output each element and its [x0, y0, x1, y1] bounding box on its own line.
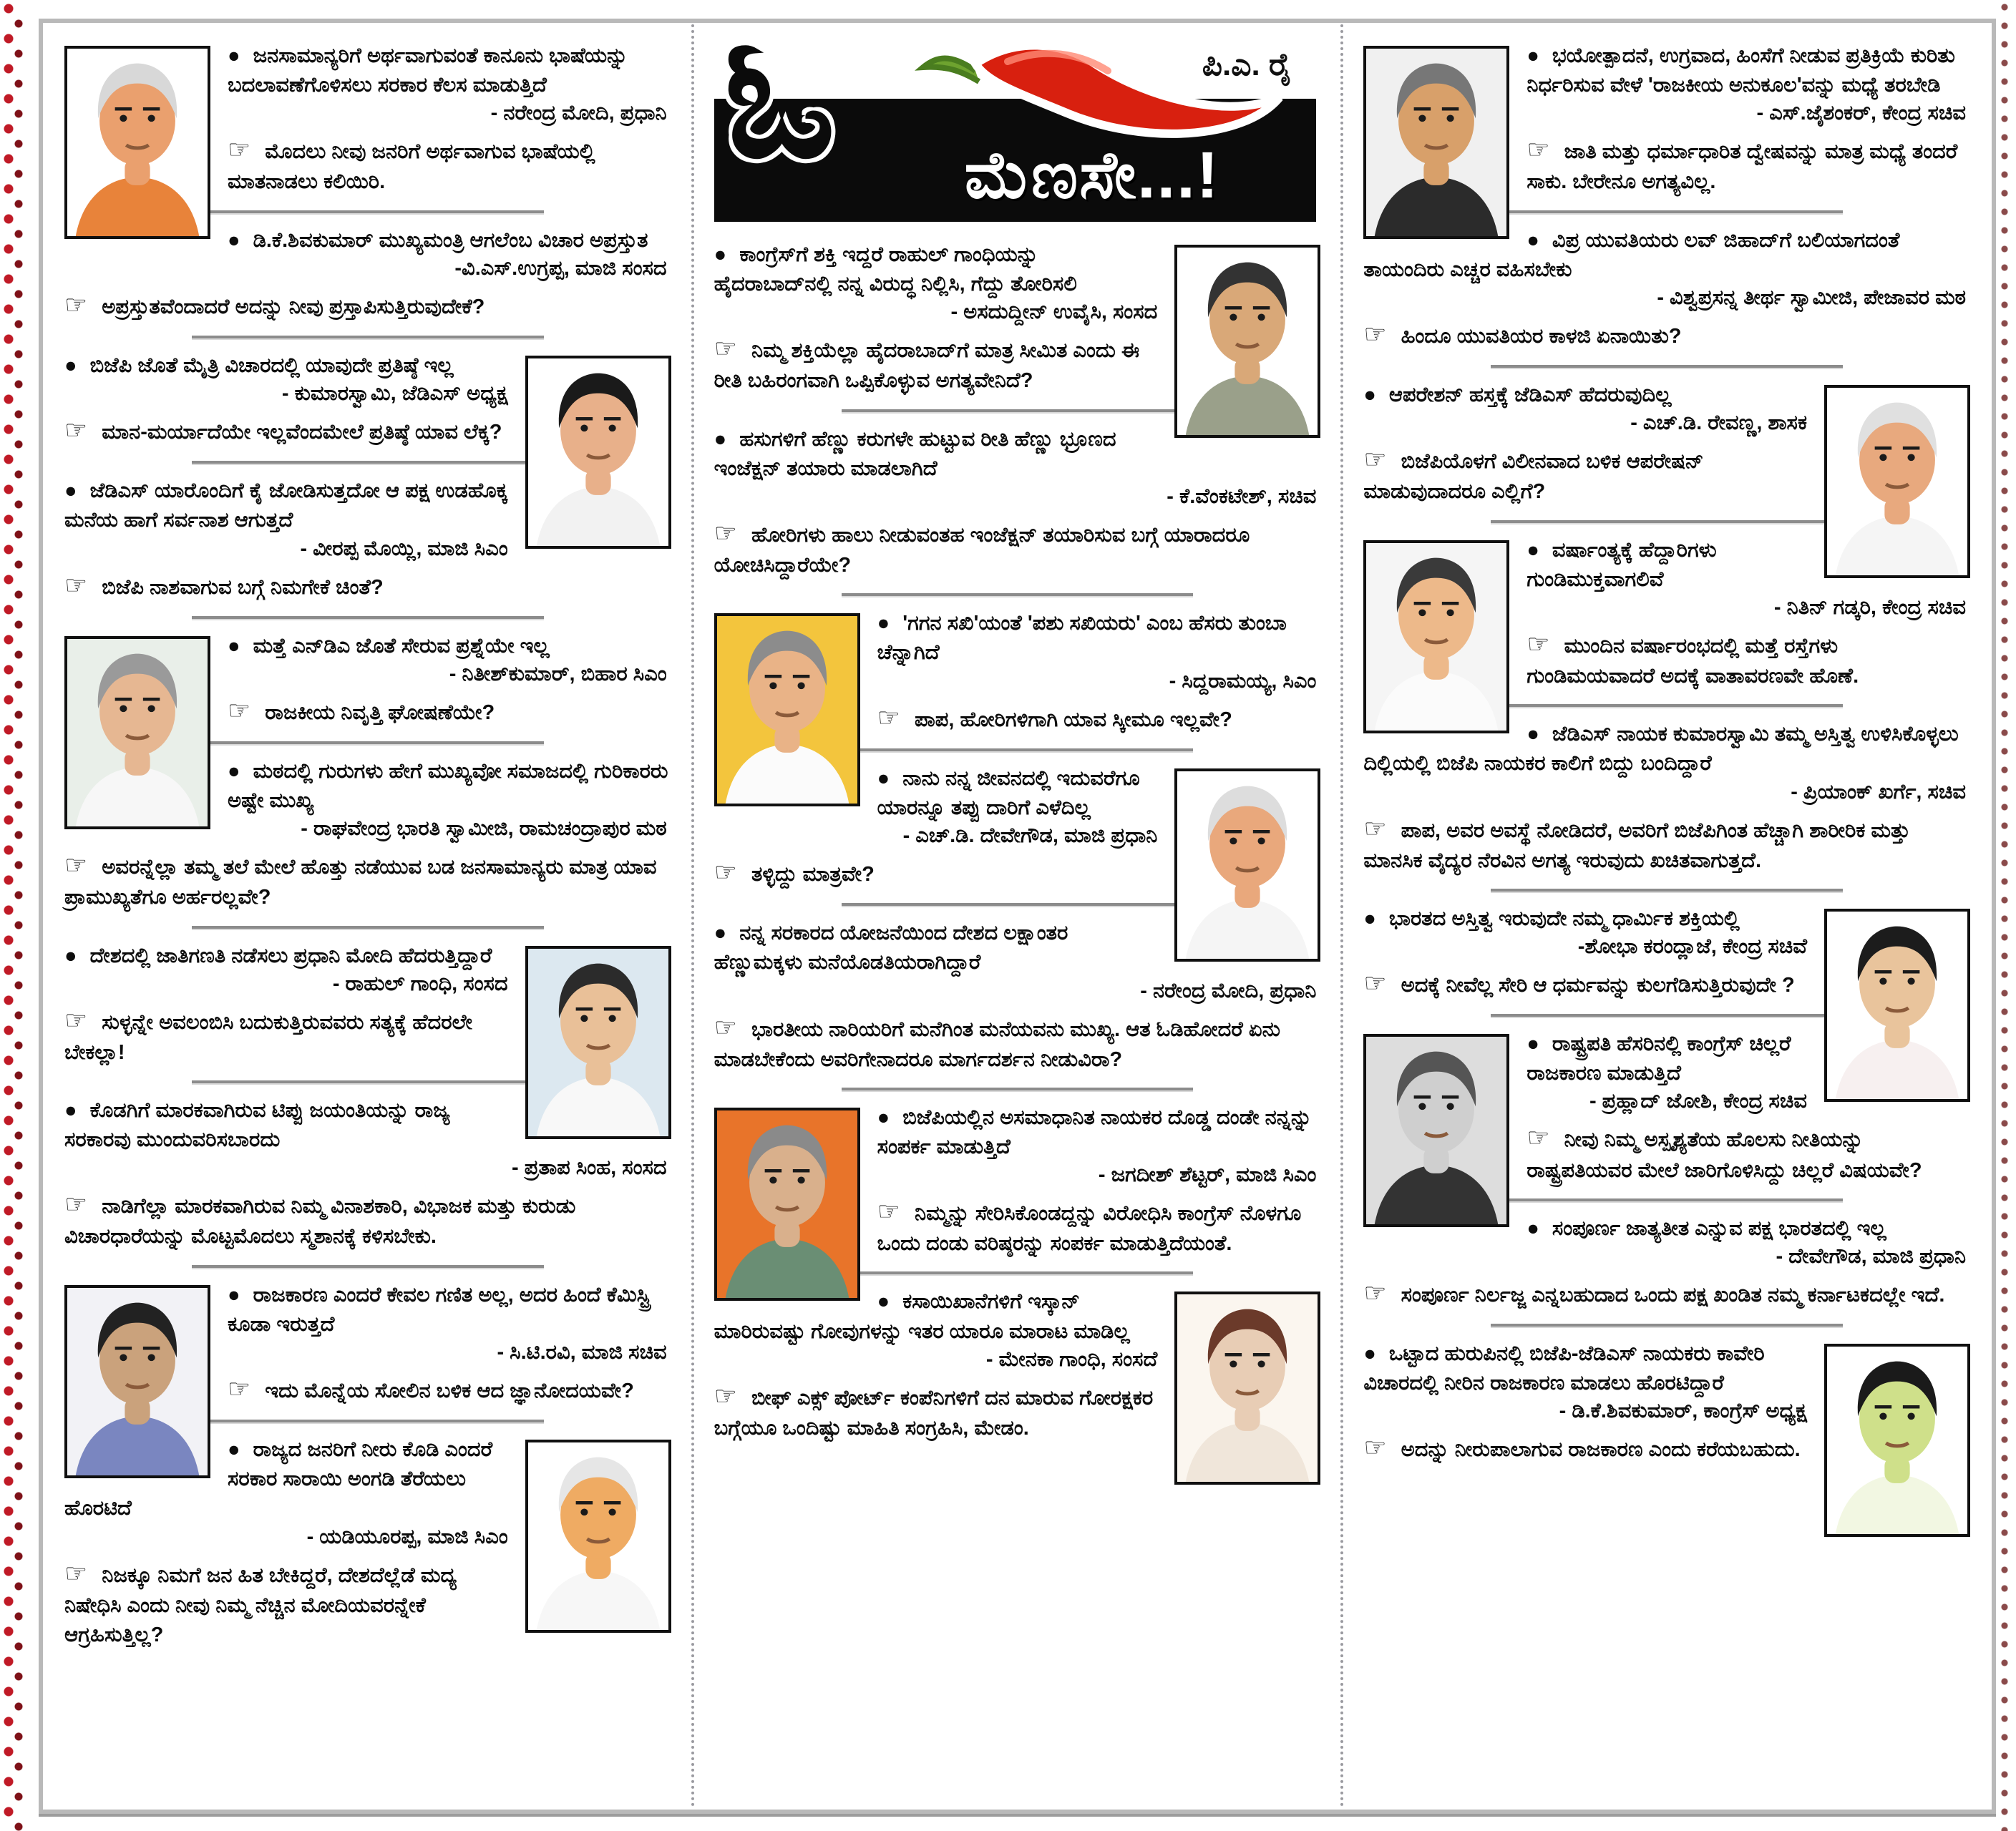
quote-attribution: - ಸಿದ್ದರಾಮಯ್ಯ, ಸಿಎಂ	[1169, 669, 1317, 693]
quote-attribution: - ನಿತೀಶ್‌ಕುಮಾರ್, ಬಿಹಾರ ಸಿಎಂ	[449, 662, 667, 685]
pointing-hand-icon: ☞	[1363, 1432, 1394, 1463]
bullet-icon: ●	[64, 1099, 83, 1122]
caricature-face-icon	[67, 1288, 208, 1475]
quote-item	[1363, 720, 1970, 876]
quote-text: ● ಜನಸಾಮಾನ್ಯರಿಗೆ ಅರ್ಥವಾಗುವಂತೆ ಕಾನೂನು ಭಾಷೆಯನ್ನು ಬದಲಾವಣೆಗೊಳಿಸಲು ಸರಕಾರ ಕೆಲಸ ಮಾಡುತ್ತಿದೆ	[228, 44, 628, 97]
item-separator	[1491, 889, 1843, 892]
portrait-shobha-karandlaje	[1824, 909, 1970, 1102]
quote-text: ● ಕಸಾಯಿಖಾನೆಗಳಿಗೆ ಇಸ್ಕಾನ್ ಮಾರಿರುವಷ್ಟು ಗೋವುಗಳನ್ನು ಇತರ ಯಾರೂ ಮಾರಾಟ ಮಾಡಿಲ್ಲ	[714, 1290, 1130, 1343]
quote-item	[1363, 1214, 1970, 1311]
pointing-hand-icon: ☞	[714, 517, 744, 547]
quote-attribution: - ನರೇಂದ್ರ ಮೋದಿ, ಪ್ರಧಾನಿ	[1140, 979, 1317, 1002]
quote-attribution: - ದೇವೇಗೌಡ, ಮಾಜಿ ಪ್ರಧಾನಿ	[1776, 1244, 1967, 1268]
bullet-icon: ●	[228, 634, 246, 658]
quote-text: ● ರಾಜ್ಯದ ಜನರಿಗೆ ನೀರು ಕೊಡಿ ಎಂದರೆ ಸರಕಾರ ಸಾರಾಯಿ ಅಂಗಡಿ ತೆರೆಯಲು ಹೊರಟಿದೆ	[64, 1438, 493, 1520]
bullet-icon: ●	[1363, 907, 1382, 930]
pointing-hand-icon: ☞	[64, 415, 95, 445]
quote-item	[714, 1103, 1321, 1259]
pointing-hand-icon: ☞	[64, 850, 95, 880]
caricature-face-icon	[1827, 912, 1967, 1099]
caricature-face-icon	[1366, 1037, 1506, 1224]
quote-item	[714, 240, 1321, 396]
item-separator	[1491, 210, 1843, 213]
item-separator	[842, 409, 1194, 412]
quote-text: ● ವಿಪ್ರ ಯುವತಿಯರು ಲವ್ ಜಿಹಾದ್‌ಗೆ ಬಲಿಯಾಗದಂತೆ ತಾಯಂದಿರು ಎಚ್ಚರ ವಹಿಸಬೇಕು	[1363, 228, 1900, 281]
response-text: ☞ ಅಪ್ರಸ್ತುತವೆಂದಾದರೆ ಅದನ್ನು ನೀವು ಪ್ರಸ್ತಾಪಿಸುತ್ತಿರುವುದೇಕೆ?	[64, 289, 485, 319]
item-separator	[842, 748, 1194, 751]
quote-text: ● ರಾಷ್ಟ್ರಪತಿ ಹೆಸರಿನಲ್ಲಿ ಕಾಂಗ್ರೆಸ್ ಚಿಲ್ಲರೆ ರಾಜಕಾರಣ ಮಾಡುತ್ತಿದೆ	[1526, 1032, 1791, 1085]
quote-item	[64, 942, 671, 1068]
pointing-hand-icon: ☞	[228, 1373, 258, 1403]
response-text: ☞ ಹೋರಿಗಳು ಹಾಲು ನೀಡುವಂತಹ ಇಂಜೆಕ್ಷನ್ ತಯಾರಿಸುವ ಬಗ್ಗೆ ಯಾರಾದರೂ ಯೋಚಿಸಿದ್ದಾರೆಯೇ?	[714, 517, 1250, 577]
quote-text: ● ಕಾಂಗ್ರೆಸ್‌ಗೆ ಶಕ್ತಿ ಇದ್ದರೆ ರಾಹುಲ್ ಗಾಂಧಿಯನ್ನು ಹೈದರಾಬಾದ್‌ನಲ್ಲಿ ನನ್ನ ವಿರುದ್ಧ ನಿಲ್ಲಿಸಿ, ಗೆದ್ದು ತೋರಿಸಲಿ	[714, 243, 1077, 296]
quote-item	[64, 226, 671, 323]
bullet-icon: ●	[228, 44, 246, 67]
response-text: ☞ ಮುಂದಿನ ವರ್ಷಾರಂಭದಲ್ಲಿ ಮತ್ತೆ ರಸ್ತೆಗಳು ಗುಂಡಿಮಯವಾದರೆ ಅದಕ್ಕೆ ವಾತಾವರಣವೇ ಹೊಣೆ.	[1526, 628, 1859, 688]
quote-attribution: - ಎಸ್.ಜೈಶಂಕರ್, ಕೇಂದ್ರ ಸಚಿವ	[1756, 102, 1967, 125]
bullet-icon: ●	[714, 922, 733, 945]
quote-text: ● ನನ್ನ ಸರಕಾರದ ಯೋಜನೆಯಿಂದ ದೇಶದ ಲಕ್ಷಾಂತರ ಹೆಣ್ಣುಮಕ್ಕಳು ಮನೆಯೊಡತಿಯರಾಗಿದ್ದಾರೆ	[714, 922, 1068, 975]
response-text: ☞ ಬಿಜೆಪಿ ನಾಶವಾಗುವ ಬಗ್ಗೆ ನಿಮಗೇಕೆ ಚಿಂತೆ?	[64, 570, 384, 600]
pointing-hand-icon: ☞	[64, 289, 95, 319]
item-separator	[1491, 1014, 1843, 1017]
quote-attribution: - ಎಚ್.ಡಿ. ರೇವಣ್ಣ, ಶಾಸಕ	[1630, 411, 1808, 435]
response-text: ☞ ಬಿಜೆಪಿಯೊಳಗೆ ವಿಲೀನವಾದ ಬಳಿಕ ಆಪರೇಷನ್ ಮಾಡುವುದಾದರೂ ಎಲ್ಲಿಗೆ?	[1363, 444, 1704, 504]
quote-text: ● ಜೆಡಿಎಸ್ ಯಾರೊಂದಿಗೆ ಕೈ ಜೋಡಿಸುತ್ತದೋ ಆ ಪಕ್ಷ ಉಡಹೊಕ್ಕ ಮನೆಯ ಹಾಗೆ ಸರ್ವನಾಶ ಆಗುತ್ತದೆ	[64, 479, 508, 532]
quote-attribution: - ಮೇನಕಾ ಗಾಂಧಿ, ಸಂಸದೆ	[985, 1347, 1158, 1371]
quote-attribution: - ನಿತಿನ್ ಗಡ್ಕರಿ, ಕೇಂದ್ರ ಸಚಿವ	[1773, 595, 1967, 619]
quote-text: ● ಭಯೋತ್ಪಾದನೆ, ಉಗ್ರವಾದ, ಹಿಂಸೆಗೆ ನೀಡುವ ಪ್ರತಿಕ್ರಿಯೆ ಕುರಿತು ನಿರ್ಧರಿಸುವ ವೇಳೆ 'ರಾಜಕೀಯ ಅನುಕೂಲ'ವನ್ನು ಮಧ್ಯೆ ತರಬೇಡಿ	[1526, 44, 1955, 97]
response-text: ☞ ಅದಕ್ಕೆ ನೀವೆಲ್ಲ ಸೇರಿ ಆ ಧರ್ಮವನ್ನು ಕುಲಗೆಡಿಸುತ್ತಿರುವುದೇ ?	[1363, 967, 1795, 997]
pointing-hand-icon: ☞	[1363, 318, 1394, 348]
response-text: ☞ ನಿಮ್ಮ ಶಕ್ತಿಯೆಲ್ಲಾ ಹೈದರಾಬಾದ್‌ಗೆ ಮಾತ್ರ ಸೀಮಿತ ಎಂದು ಈ ರೀತಿ ಬಹಿರಂಗವಾಗಿ ಒಪ್ಪಿಕೊಳ್ಳುವ ಅಗತ್ಯವೇನಿದೆ?	[714, 333, 1140, 393]
pointing-hand-icon: ☞	[64, 1005, 95, 1035]
quote-attribution: -ಶೋಭಾ ಕರಂದ್ಲಾಜೆ, ಕೇಂದ್ರ ಸಚಿವೆ	[1577, 934, 1808, 958]
item-separator	[842, 593, 1194, 596]
portrait-narendra-modi	[64, 46, 210, 239]
portrait-hd-revanna	[1824, 385, 1970, 578]
pointing-hand-icon: ☞	[714, 857, 744, 887]
response-text: ☞ ನಿಮ್ಮನ್ನು ಸೇರಿಸಿಕೊಂಡದ್ದನ್ನು ವಿರೋಧಿಸಿ ಕಾಂಗ್ರೆಸ್ ನೊಳಗೂ ಒಂದು ದಂಡು ವರಿಷ್ಠರನ್ನು ಸಂಪರ್ಕ ಮಾಡುತ್ತಿದೆಯಂತೆ.	[877, 1196, 1302, 1256]
quote-text: ● ಕೊಡಗಿಗೆ ಮಾರಕವಾಗಿರುವ ಟಿಪ್ಪು ಜಯಂತಿಯನ್ನು ರಾಜ್ಯ ಸರಕಾರವು ಮುಂದುವರಿಸಬಾರದು	[64, 1099, 450, 1152]
caricature-face-icon	[528, 358, 668, 546]
quote-text: ● ದೇಶದಲ್ಲಿ ಜಾತಿಗಣತಿ ನಡೆಸಲು ಪ್ರಧಾನಿ ಮೋದಿ ಹೆದರುತ್ತಿದ್ದಾರೆ	[64, 944, 492, 967]
response-text: ☞ ಮೊದಲು ನೀವು ಜನರಿಗೆ ಅರ್ಥವಾಗುವ ಭಾಷೆಯಲ್ಲಿ ಮಾತನಾಡಲು ಕಲಿಯಿರಿ.	[228, 135, 595, 194]
masthead-title: ಮೆಣಸೇ...!	[964, 139, 1220, 212]
response-text: ☞ ಬೀಫ್ ಎಕ್ಸ್ ಪೋರ್ಟ್ ಕಂಪೆನಿಗಳಿಗೆ ದನ ಮಾರುವ ಗೋರಕ್ಷಕರ ಬಗ್ಗೆಯೂ ಒಂದಿಷ್ಟು ಮಾಹಿತಿ ಸಂಗ್ರಹಿಸಿ, ಮೇಡಂ.	[714, 1380, 1154, 1440]
column-right	[1340, 24, 1990, 1808]
bullet-icon: ●	[877, 1105, 896, 1129]
bullet-icon: ●	[714, 427, 733, 451]
column-left	[44, 24, 691, 1808]
bullet-icon: ●	[1526, 723, 1545, 746]
quote-item	[64, 351, 671, 448]
bullet-icon: ●	[64, 479, 83, 503]
response-text: ☞ ಸುಳ್ಳನ್ನೇ ಅವಲಂಬಿಸಿ ಬದುಕುತ್ತಿರುವವರು ಸತ್ಯಕ್ಕೆ ಹೆದರಲೇ ಬೇಕಲ್ಲಾ!	[64, 1005, 472, 1064]
quote-attribution: - ವೀರಪ್ಪ ಮೊಯ್ಲಿ, ಮಾಜಿ ಸಿಎಂ	[300, 537, 508, 560]
bullet-icon: ●	[1526, 1216, 1545, 1240]
quote-attribution: - ಕೆ.ವೆಂಕಟೇಶ್, ಸಚಿವ	[1167, 484, 1317, 508]
masthead-big-letter: ಓ	[724, 6, 836, 191]
bullet-icon: ●	[877, 612, 896, 635]
pointing-hand-icon: ☞	[228, 135, 258, 165]
quote-text: ● ಬಿಜೆಪಿಯಲ್ಲಿನ ಅಸಮಾಧಾನಿತ ನಾಯಕರ ದೊಡ್ಡ ದಂಡೇ ನನ್ನನ್ನು ಸಂಪರ್ಕ ಮಾಡುತ್ತಿದೆ	[877, 1105, 1313, 1158]
portrait-asaduddin-owaisi	[1174, 245, 1320, 438]
item-separator	[192, 616, 544, 619]
response-text: ☞ ಪಾಪ, ಹೋರಿಗಳಿಗಾಗಿ ಯಾವ ಸ್ಕೀಮೂ ಇಲ್ಲವೇ?	[877, 702, 1232, 732]
response-text: ☞ ನಾಡಿಗೆಲ್ಲಾ ಮಾರಕವಾಗಿರುವ ನಿಮ್ಮ ವಿನಾಶಕಾರಿ, ವಿಭಾಜಕ ಮತ್ತು ಕುರುಡು ವಿಚಾರಧಾರೆಯನ್ನು ಮೊಟ್ಟಮೊದಲು ಸ್ಮಶಾನಕ್ಕೆ ಕಳಿಸಬೇಕು.	[64, 1189, 576, 1249]
item-texts	[714, 425, 1321, 581]
bullet-icon: ●	[228, 1438, 246, 1462]
item-separator	[1491, 365, 1843, 368]
item-separator	[192, 1420, 544, 1422]
quote-item	[1363, 226, 1970, 352]
item-separator	[842, 903, 1194, 906]
bullet-icon: ●	[1363, 1342, 1382, 1365]
quote-attribution: - ಕುಮಾರಸ್ವಾಮಿ, ಜೆಡಿಎಸ್ ಅಧ್ಯಕ್ಷ	[281, 382, 508, 406]
response-text: ☞ ಹಿಂದೂ ಯುವತಿಯರ ಕಾಳಜಿ ಏನಾಯಿತು?	[1363, 318, 1682, 348]
response-text: ☞ ಮಾನ-ಮರ್ಯಾದೆಯೇ ಇಲ್ಲವೆಂದಮೇಲೆ ಪ್ರತಿಷ್ಠೆ ಯಾವ ಲೆಕ್ಕ?	[64, 415, 502, 445]
item-texts	[64, 226, 671, 323]
item-separator	[1491, 1324, 1843, 1327]
caricature-face-icon	[1177, 771, 1318, 959]
quote-item	[714, 609, 1321, 735]
portrait-nitin-gadkari	[1363, 540, 1509, 733]
quote-attribution: - ವಿಶ್ವಪ್ರಸನ್ನ ತೀರ್ಥ ಸ್ವಾಮೀಜಿ, ಪೇಜಾವರ ಮಠ	[1657, 285, 1967, 309]
three-column-layout	[44, 6, 1990, 1808]
portrait-hd-devegowda	[1174, 768, 1320, 962]
bullet-icon: ●	[714, 243, 733, 266]
caricature-face-icon	[717, 616, 857, 804]
pointing-hand-icon: ☞	[1526, 628, 1557, 658]
caricature-face-icon	[528, 949, 668, 1136]
quote-text: ● 'ಗಗನ ಸಖಿ'ಯಂತೆ 'ಪಶು ಸಖಿಯರು' ಎಂಬ ಹೆಸರು ತುಂಬಾ ಚೆನ್ನಾಗಿದೆ	[877, 612, 1287, 665]
quote-attribution: - ಎಚ್.ಡಿ. ದೇವೇಗೌಡ, ಮಾಜಿ ಪ್ರಧಾನಿ	[902, 824, 1158, 848]
quote-text: ● ರಾಜಕಾರಣ ಎಂದರೆ ಕೇವಲ ಗಣಿತ ಅಲ್ಲ, ಅದರ ಹಿಂದೆ ಕೆಮಿಸ್ಟ್ರಿ ಕೂಡಾ ಇರುತ್ತದೆ	[228, 1283, 651, 1336]
column-masthead	[714, 6, 1321, 222]
quote-item	[714, 425, 1321, 581]
quote-item	[1363, 41, 1970, 197]
quote-text: ● ಡಿ.ಕೆ.ಶಿವಕುಮಾರ್ ಮುಖ್ಯಮಂತ್ರಿ ಆಗಲೆಂಬ ವಿಚಾರ ಅಪ್ರಸ್ತುತ	[228, 228, 648, 252]
quote-text: ● ಮತ್ತೆ ಎನ್‌ಡಿಎ ಜೊತೆ ಸೇರುವ ಪ್ರಶ್ನೆಯೇ ಇಲ್ಲ	[228, 634, 550, 658]
portrait-jagadish-shettar	[714, 1108, 860, 1301]
quote-attribution: - ಜಗದೀಶ್ ಶೆಟ್ಟರ್, ಮಾಜಿ ಸಿಎಂ	[1098, 1163, 1317, 1187]
portrait-pralhad-joshi	[1363, 1034, 1509, 1227]
quote-text: ● ಮಠದಲ್ಲಿ ಗುರುಗಳು ಹೇಗೆ ಮುಖ್ಯವೋ ಸಮಾಜದಲ್ಲಿ ಗುರಿಕಾರರು ಅಷ್ಟೇ ಮುಖ್ಯ	[228, 759, 668, 813]
quote-attribution: - ಯಡಿಯೂರಪ್ಪ, ಮಾಜಿ ಸಿಎಂ	[306, 1525, 508, 1548]
quote-item	[64, 41, 671, 197]
portrait-nitish-kumar	[64, 636, 210, 829]
portrait-ct-ravi	[64, 1285, 210, 1478]
quote-item	[1363, 381, 1970, 507]
portrait-menaka-gandhi	[1174, 1292, 1320, 1485]
bullet-icon: ●	[1526, 228, 1545, 252]
bullet-icon: ●	[228, 1283, 246, 1307]
bullet-icon: ●	[877, 1290, 896, 1314]
quote-text: ● ಭಾರತದ ಅಸ್ತಿತ್ವ ಇರುವುದೇ ನಮ್ಮ ಧಾರ್ಮಿಕ ಶಕ್ತಿಯಲ್ಲಿ	[1363, 907, 1740, 930]
quote-text: ● ಒಟ್ಟಾದ ಹುರುಪಿನಲ್ಲಿ ಬಿಜೆಪಿ-ಜೆಡಿಎಸ್ ನಾಯಕರು ಕಾವೇರಿ ವಿಚಾರದಲ್ಲಿ ನೀರಿನ ರಾಜಕಾರಣ ಮಾಡಲು ಹೊರಟಿದ್ದಾರೆ	[1363, 1342, 1765, 1395]
decorative-dotted-border-right	[1997, 0, 2016, 1831]
item-separator	[842, 1088, 1194, 1090]
quote-item	[64, 632, 671, 728]
bullet-icon: ●	[1526, 44, 1545, 67]
portrait-yediyurappa	[525, 1440, 671, 1633]
response-text: ☞ ರಾಜಕೀಯ ನಿವೃತ್ತಿ ಘೋಷಣೆಯೇ?	[228, 695, 495, 725]
caricature-face-icon	[1827, 388, 1967, 575]
pointing-hand-icon: ☞	[714, 1012, 744, 1042]
bullet-icon: ●	[64, 944, 83, 967]
quote-attribution: - ನರೇಂದ್ರ ಮೋದಿ, ಪ್ರಧಾನಿ	[490, 102, 667, 125]
response-text: ☞ ಪಾಪ, ಅವರ ಅವಸ್ಥೆ ನೋಡಿದರೆ, ಅವರಿಗೆ ಬಿಜೆಪಿಗಿಂತ ಹೆಚ್ಚಾಗಿ ಶಾರೀರಿಕ ಮತ್ತು ಮಾನಸಿಕ ವೈದ್ಯರ ನೆರವಿನ ಅಗತ್ಯ ಇರುವುದು ಖಚಿತವಾಗುತ್ತದೆ.	[1363, 813, 1911, 872]
quote-attribution: - ಪ್ರಿಯಾಂಕ್ ಖರ್ಗೆ, ಸಚಿವ	[1791, 780, 1967, 804]
quote-attribution: - ಪ್ರಹ್ಲಾದ್ ಜೋಶಿ, ಕೇಂದ್ರ ಸಚಿವ	[1589, 1090, 1808, 1113]
caricature-face-icon	[1827, 1347, 1967, 1534]
decorative-dotted-border-left	[0, 0, 33, 1831]
pointing-hand-icon: ☞	[714, 1380, 744, 1410]
bullet-icon: ●	[1526, 538, 1545, 562]
quote-item	[64, 1281, 671, 1407]
item-texts	[1363, 1214, 1970, 1311]
caricature-face-icon	[1177, 1294, 1318, 1482]
bullet-icon: ●	[877, 766, 896, 790]
response-text: ☞ ತಳ್ಳಿದ್ದು ಮಾತ್ರವೇ?	[714, 857, 875, 887]
quote-attribution: - ಪ್ರತಾಪ ಸಿಂಹ, ಸಂಸದ	[512, 1156, 667, 1180]
caricature-face-icon	[1177, 248, 1318, 435]
pointing-hand-icon: ☞	[1526, 1123, 1557, 1153]
portrait-dk-shivakumar	[1824, 1344, 1970, 1537]
author-byline: ಪಿ.ಎ. ರೈ	[1202, 47, 1292, 82]
caricature-face-icon	[528, 1442, 668, 1630]
quote-attribution: - ರಾಘವೇಂದ್ರ ಭಾರತಿ ಸ್ವಾಮೀಜಿ, ರಾಮಚಂದ್ರಾಪುರ ಮಠ	[301, 817, 667, 841]
item-separator	[842, 1271, 1194, 1274]
pointing-hand-icon: ☞	[877, 702, 907, 732]
caricature-face-icon	[67, 639, 208, 826]
pointing-hand-icon: ☞	[64, 570, 95, 600]
response-text: ☞ ಭಾರತೀಯ ನಾರಿಯರಿಗೆ ಮನೆಗಿಂತ ಮನೆಯವನು ಮುಖ್ಯ. ಆತ ಓಡಿಹೋದರೆ ಏನು ಮಾಡಬೇಕೆಂದು ಅವರಿಗೇನಾದರೂ ಮಾರ್ಗದರ್ಶನ ನೀಡುವಿರಾ?	[714, 1012, 1280, 1071]
item-separator	[192, 210, 544, 213]
quote-item	[714, 1287, 1321, 1443]
portrait-kumaraswamy	[525, 356, 671, 549]
portrait-rahul-gandhi	[525, 946, 671, 1139]
response-text: ☞ ನಿಜಕ್ಕೂ ನಿಮಗೆ ಜನ ಹಿತ ಬೇಕಿದ್ದರೆ, ದೇಶದೆಲ್ಲೆಡೆ ಮದ್ಯ ನಿಷೇಧಿಸಿ ಎಂದು ನೀವು ನಿಮ್ಮ ನೆಚ್ಚಿನ ಮೋದಿಯವರನ್ನೇಕೆ ಆಗ್ರಹಿಸುತ್ತಿಲ್ಲ?	[64, 1558, 457, 1646]
quote-attribution: - ಅಸದುದ್ದೀನ್ ಉವೈಸಿ, ಸಂಸದ	[950, 301, 1158, 324]
pointing-hand-icon: ☞	[1363, 1277, 1394, 1307]
bullet-icon: ●	[64, 353, 83, 377]
quote-text: ● ಹಸುಗಳಿಗೆ ಹೆಣ್ಣು ಕರುಗಳೇ ಹುಟ್ಟುವ ರೀತಿ ಹೆಣ್ಣು ಭ್ರೂಣದ ಇಂಜೆಕ್ಷನ್ ತಯಾರು ಮಾಡಲಾಗಿದೆ	[714, 427, 1116, 480]
caricature-face-icon	[67, 49, 208, 236]
item-separator	[1491, 520, 1843, 523]
quote-text: ● ವರ್ಷಾಂತ್ಯಕ್ಕೆ ಹೆದ್ದಾರಿಗಳು ಗುಂಡಿಮುಕ್ತವಾಗಲಿವೆ	[1526, 538, 1717, 591]
item-separator	[192, 336, 544, 338]
column-center	[691, 6, 1341, 1808]
pointing-hand-icon: ☞	[1363, 444, 1394, 474]
response-text: ☞ ಜಾತಿ ಮತ್ತು ಧರ್ಮಾಧಾರಿತ ದ್ವೇಷವನ್ನು ಮಾತ್ರ ಮಧ್ಯೆ ತಂದರೆ ಸಾಕು. ಬೇರೇನೂ ಅಗತ್ಯವಿಲ್ಲ.	[1526, 135, 1958, 194]
item-separator	[192, 741, 544, 744]
portrait-siddaramaiah	[714, 613, 860, 806]
pointing-hand-icon: ☞	[1363, 813, 1394, 843]
pointing-hand-icon: ☞	[877, 1196, 907, 1226]
caricature-face-icon	[1366, 543, 1506, 731]
response-text: ☞ ಅವರನ್ನೆಲ್ಲಾ ತಮ್ಮ ತಲೆ ಮೇಲೆ ಹೊತ್ತು ನಡೆಯುವ ಬಡ ಜನಸಾಮಾನ್ಯರು ಮಾತ್ರ ಯಾವ ಪ್ರಾಮುಖ್ಯತೆಗೂ ಅರ್ಹರಲ್ಲವೇ?	[64, 850, 657, 909]
portrait-s-jaishankar	[1363, 46, 1509, 239]
bullet-icon: ●	[228, 228, 246, 252]
quote-text: ● ಸಂಪೂರ್ಣ ಜಾತ್ಯತೀತ ಎನ್ನುವ ಪಕ್ಷ ಭಾರತದಲ್ಲಿ ಇಲ್ಲ	[1526, 1216, 1886, 1240]
item-separator	[1491, 1198, 1843, 1201]
pointing-hand-icon: ☞	[1363, 967, 1394, 997]
quote-text: ● ನಾನು ನನ್ನ ಜೀವನದಲ್ಲಿ ಇದುವರೆಗೂ ಯಾರನ್ನೂ ತಪ್ಪು ದಾರಿಗೆ ಎಳೆದಿಲ್ಲ	[877, 766, 1140, 819]
item-separator	[192, 461, 544, 464]
quote-attribution: - ಡಿ.ಕೆ.ಶಿವಕುಮಾರ್, ಕಾಂಗ್ರೆಸ್ ಅಧ್ಯಕ್ಷ	[1559, 1400, 1808, 1423]
response-text: ☞ ನೀವು ನಿಮ್ಮ ಅಸ್ಪೃಶ್ಯತೆಯ ಹೊಲಸು ನೀತಿಯನ್ನು ರಾಷ್ಟ್ರಪತಿಯವರ ಮೇಲೆ ಜಾರಿಗೊಳಿಸಿದ್ದು ಚಿಲ್ಲರೆ ವಿಷಯವೇ?	[1526, 1123, 1922, 1182]
bullet-icon: ●	[228, 759, 246, 783]
quote-attribution: -ವಿ.ಎಸ್.ಉಗ್ರಪ್ಪ, ಮಾಜಿ ಸಂಸದ	[454, 256, 667, 280]
pointing-hand-icon: ☞	[64, 1189, 95, 1219]
item-texts	[1363, 226, 1970, 352]
quote-item	[1363, 904, 1970, 1001]
item-separator	[192, 1265, 544, 1268]
quote-text: ● ಬಿಜೆಪಿ ಜೊತೆ ಮೈತ್ರಿ ವಿಚಾರದಲ್ಲಿ ಯಾವುದೇ ಪ್ರತಿಷ್ಠೆ ಇಲ್ಲ	[64, 353, 454, 377]
pointing-hand-icon: ☞	[228, 695, 258, 725]
item-separator	[1491, 704, 1843, 707]
quote-attribution: - ರಾಹುಲ್ ಗಾಂಧಿ, ಸಂಸದ	[332, 972, 508, 995]
pointing-hand-icon: ☞	[1526, 135, 1557, 165]
quote-attribution: - ಸಿ.ಟಿ.ರವಿ, ಮಾಜಿ ಸಚಿವ	[497, 1340, 667, 1364]
pointing-hand-icon: ☞	[714, 333, 744, 363]
caricature-face-icon	[717, 1110, 857, 1298]
item-separator	[192, 926, 544, 929]
bullet-icon: ●	[1526, 1032, 1545, 1056]
quote-text: ● ಆಪರೇಶನ್ ಹಸ್ತಕ್ಕೆ ಜೆಡಿಎಸ್ ಹೆದರುವುದಿಲ್ಲ	[1363, 384, 1672, 407]
quote-text: ● ಜೆಡಿಎಸ್ ನಾಯಕ ಕುಮಾರಸ್ವಾಮಿ ತಮ್ಮ ಅಸ್ತಿತ್ವ ಉಳಿಸಿಕೊಳ್ಳಲು ದಿಲ್ಲಿಯಲ್ಲಿ ಬಿಜೆಪಿ ನಾಯಕರ ಕಾಲಿಗೆ ಬಿದ್ದು ಬಂದಿದ್ದಾರೆ	[1363, 723, 1959, 776]
caricature-face-icon	[1366, 49, 1506, 236]
bullet-icon: ●	[1363, 384, 1382, 407]
item-texts	[1363, 720, 1970, 876]
response-text: ☞ ಸಂಪೂರ್ಣ ನಿರ್ಲಜ್ಜ ಎನ್ನಬಹುದಾದ ಒಂದು ಪಕ್ಷ ಖಂಡಿತ ನಮ್ಮ ಕರ್ನಾಟಕದಲ್ಲೇ ಇದೆ.	[1363, 1277, 1945, 1307]
response-text: ☞ ಇದು ಮೊನ್ನೆಯ ಸೋಲಿನ ಬಳಿಕ ಆದ ಜ್ಞಾನೋದಯವೇ?	[228, 1373, 634, 1403]
pointing-hand-icon: ☞	[64, 1558, 95, 1588]
response-text: ☞ ಅದನ್ನು ನೀರುಪಾಲಾಗುವ ರಾಜಕಾರಣ ಎಂದು ಕರೆಯಬಹುದು.	[1363, 1432, 1801, 1463]
quote-item	[1363, 1339, 1970, 1465]
item-separator	[192, 1080, 544, 1083]
